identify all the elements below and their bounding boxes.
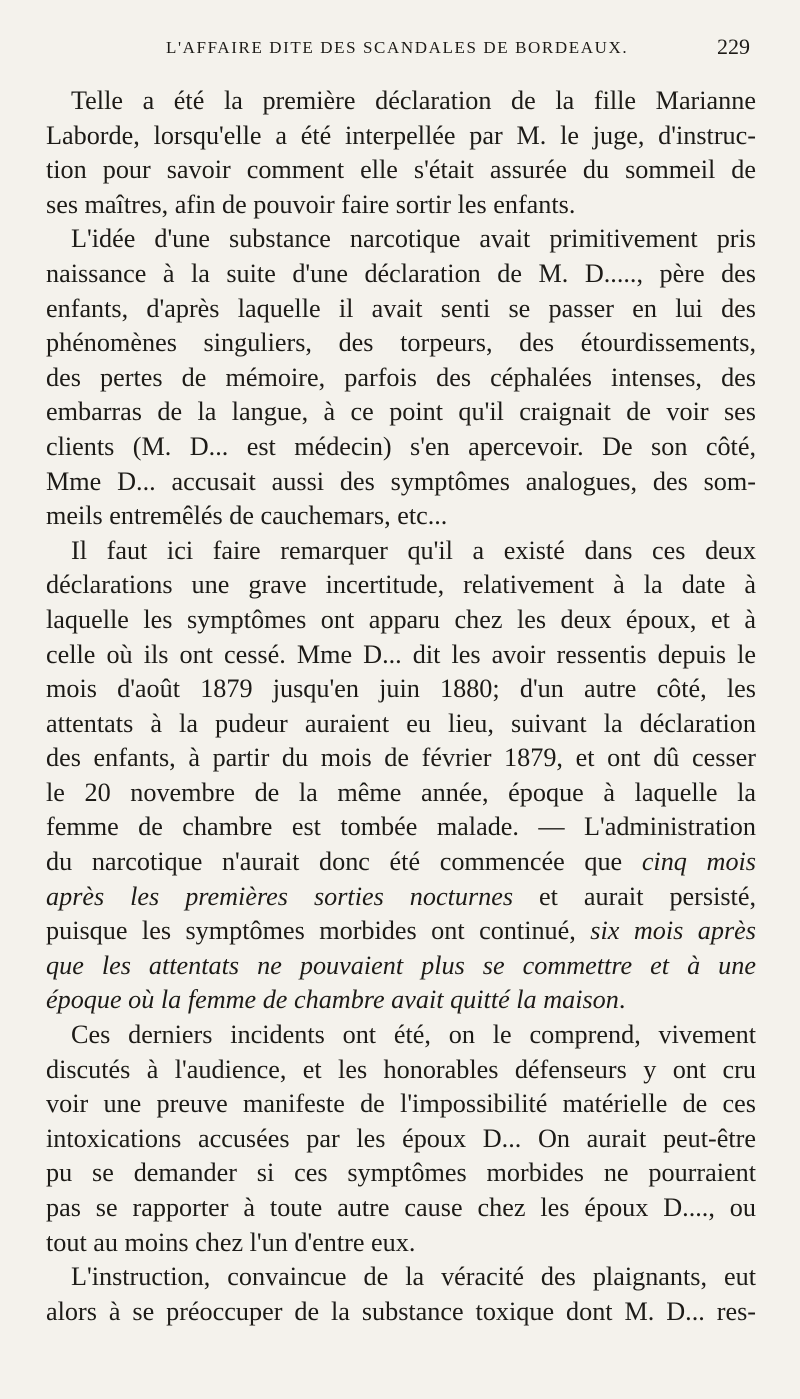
text-line: pu se demander si ces symptômes morbides ne pourraient — [46, 1158, 756, 1188]
page-number: 229 — [717, 34, 750, 59]
text-line: Il faut ici faire remarquer qu'il a existé dans ces deux — [71, 535, 756, 565]
text-line: laquelle les symptômes ont apparu chez les deux époux, et à — [46, 604, 756, 634]
paragraph — [46, 1260, 756, 1329]
text-segment: et aurait persisté, — [513, 881, 756, 911]
text-line: naissance à la suite d'une déclaration de M. D....., père des — [46, 258, 756, 288]
text-line: Ces derniers incidents ont été, on le comprend, vivement — [71, 1020, 756, 1050]
text-line: mois d'août 1879 jusqu'en juin 1880; d'un autre côté, les — [46, 674, 756, 704]
text-line: femme de chambre est tombée malade. — L'administration — [46, 812, 756, 842]
text-line: tout au moins chez l'un d'entre eux. — [46, 1227, 416, 1257]
text-line: discutés à l'audience, et les honorables défenseurs y ont cru — [46, 1054, 756, 1084]
italic-text: cinq mois — [641, 847, 756, 877]
text-line — [46, 914, 756, 949]
paragraph — [46, 84, 756, 222]
text-line: voir une preuve manifeste de l'impossibilité matérielle de ces — [46, 1089, 756, 1119]
text-line: déclarations une grave incertitude, relativement à la date à — [46, 570, 756, 600]
text-line: des pertes de mémoire, parfois des céphalées intenses, des — [46, 362, 756, 392]
text-line: des enfants, à partir du mois de février 1879, et ont dû cesser — [46, 743, 756, 773]
body-text — [46, 84, 756, 1329]
text-line: intoxications accusées par les époux D... On aurait peut-être — [46, 1123, 756, 1153]
text-line: meils entremêlés de cauchemars, etc... — [46, 501, 448, 531]
italic-text: après les premières sorties nocturnes — [46, 881, 514, 911]
italic-text: six mois après — [590, 916, 756, 946]
text-segment: du narcotique n'aurait donc été commencée que — [46, 847, 642, 877]
text-line — [46, 983, 756, 1018]
text-segment: puisque les symptômes morbides ont continué, — [46, 916, 591, 946]
text-line: alors à se préoccuper de la substance toxique dont M. D... res- — [46, 1296, 756, 1326]
text-line: celle où ils ont cessé. Mme D... dit les avoir ressentis depuis le — [46, 639, 756, 669]
text-segment: . — [618, 985, 626, 1015]
text-line: clients (M. D... est médecin) s'en apercevoir. De son côté, — [46, 431, 756, 461]
text-line: Telle a été la première déclaration de la fille Marianne — [71, 86, 756, 115]
italic-text: que les attentats ne pouvaient plus se commettre et à une — [46, 950, 756, 980]
paragraph — [46, 1018, 756, 1260]
text-line: enfants, d'après laquelle il avait senti se passer en lui des — [46, 293, 756, 323]
text-line — [46, 949, 756, 984]
text-line: attentats à la pudeur auraient eu lieu, suivant la déclaration — [46, 708, 756, 738]
text-line: Laborde, lorsqu'elle a été interpellée par M. le juge, d'instruc- — [46, 120, 756, 150]
text-line: tion pour savoir comment elle s'était assurée du sommeil de — [46, 155, 756, 185]
text-line — [46, 880, 756, 915]
text-line: le 20 novembre de la même année, époque à laquelle la — [46, 777, 756, 807]
running-header — [46, 36, 756, 70]
text-line: embarras de la langue, à ce point qu'il craignait de voir ses — [46, 397, 756, 427]
running-title: L'AFFAIRE DITE DES SCANDALES DE BORDEAUX. — [166, 38, 629, 57]
text-line: pas se rapporter à toute autre cause chez les époux D...., ou — [46, 1193, 756, 1222]
text-line: ses maîtres, afin de pouvoir faire sortir les enfants. — [46, 189, 576, 219]
italic-text: époque où la femme de chambre avait quitté la maison — [46, 985, 619, 1015]
text-line: Mme D... accusait aussi des symptômes analogues, des som- — [46, 466, 756, 496]
paragraph — [46, 534, 756, 1018]
text-line: L'instruction, convaincue de la véracité des plaignants, eut — [71, 1262, 756, 1292]
text-line — [46, 845, 756, 880]
paragraph — [46, 222, 756, 533]
text-line: phénomènes singuliers, des torpeurs, des étourdissements, — [46, 328, 756, 358]
text-line: L'idée d'une substance narcotique avait primitivement pris — [71, 224, 756, 254]
